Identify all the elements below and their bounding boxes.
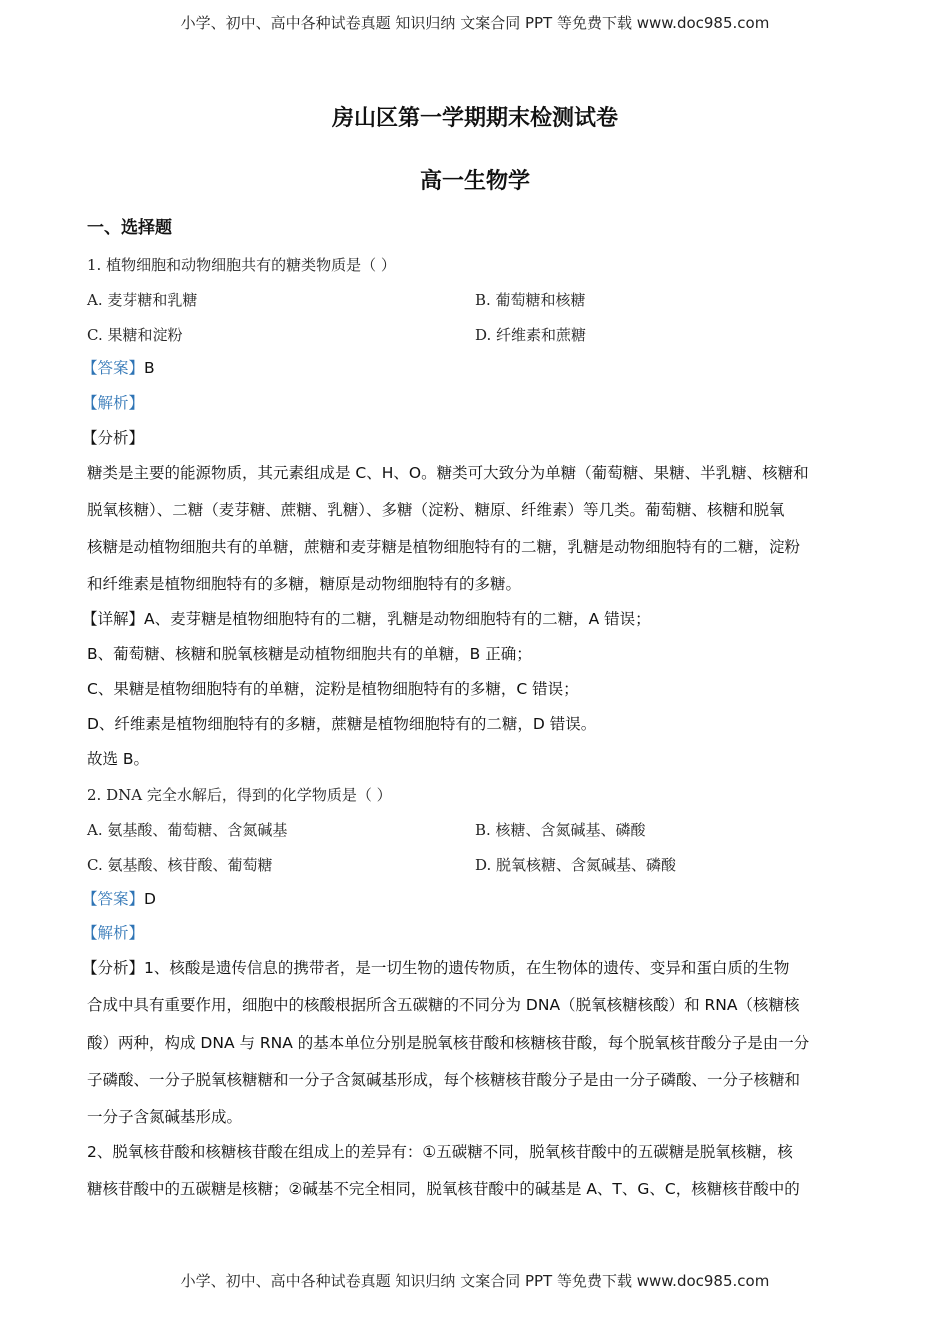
question-1-stem: 1. 植物细胞和动物细胞共有的糖类物质是（ ） [87, 256, 396, 274]
q1-option-a: A. 麦芽糖和乳糖 [87, 291, 198, 309]
q1-fenxi-line: 核糖是动植物细胞共有的单糖，蔗糖和麦芽糖是植物细胞特有的二糖，乳糖是动物细胞特有的二糖，淀粉 [87, 538, 801, 556]
answer-label: 【答案】 [82, 359, 145, 377]
q1-detail-line: D、纤维素是植物细胞特有的多糖，蔗糖是植物细胞特有的二糖，D 错误。 [87, 715, 597, 733]
answer-label: 【答案】 [82, 890, 145, 908]
q1-answer [82, 358, 155, 378]
q1-option-d: D. 纤维素和蔗糖 [475, 326, 587, 344]
q2-line: 合成中具有重要作用，细胞中的核酸根据所含五碳糖的不同分为 DNA（脱氧核糖核酸）和 RNA（核糖核 [87, 996, 800, 1014]
page-footer: 小学、初中、高中各种试卷真题 知识归纳 文案合同 PPT 等免费下载 www.doc985.com [180, 1272, 770, 1290]
q1-detail-line: B、葡萄糖、核糖和脱氧核糖是动植物细胞共有的单糖，B 正确； [87, 645, 532, 663]
q2-line: 2、脱氧核苷酸和核糖核苷酸在组成上的差异有：①五碳糖不同，脱氧核苷酸中的五碳糖是脱氧核糖，核 [87, 1143, 793, 1161]
page-subtitle: 高一生物学 [419, 169, 530, 194]
q1-fenxi-label: 【分析】 [82, 429, 145, 447]
q2-line: 一分子含氮碱基形成。 [87, 1108, 243, 1126]
q2-line: 子磷酸、一分子脱氧核糖糖和一分子含氮碱基形成，每个核糖核苷酸分子是由一分子磷酸、一分子核糖和 [87, 1071, 801, 1089]
q1-analysis-label: 【解析】 [82, 394, 145, 412]
q1-fenxi-line: 脱氧核糖）、二糖（麦芽糖、蔗糖、乳糖）、多糖（淀粉、糖原、纤维素）等几类。葡萄糖、核糖和脱氧 [87, 501, 785, 519]
page-title: 房山区第一学期期末检测试卷 [331, 106, 618, 131]
q2-line: 酸）两种，构成 DNA 与 RNA 的基本单位分别是脱氧核苷酸和核糖核苷酸，每个脱氧核苷酸分子是由一分 [87, 1034, 810, 1052]
q1-option-c: C. 果糖和淀粉 [87, 326, 183, 344]
q2-line: 【分析】1、核酸是遗传信息的携带者，是一切生物的遗传物质，在生物体的遗传、变异和蛋白质的生物 [82, 959, 790, 977]
q1-fenxi-line: 和纤维素是植物细胞特有的多糖，糖原是动物细胞特有的多糖。 [87, 575, 522, 593]
answer-value: D [144, 890, 156, 908]
q1-fenxi-line: 糖类是主要的能源物质，其元素组成是 C、H、O。糖类可大致分为单糖（葡萄糖、果糖、半乳糖、核糖和 [87, 464, 809, 482]
section-heading: 一、选择题 [87, 218, 172, 238]
q1-detail-line: 【详解】A、麦芽糖是植物细胞特有的二糖，乳糖是动物细胞特有的二糖，A 错误； [82, 610, 651, 628]
answer-value: B [144, 359, 155, 377]
q2-option-d: D. 脱氧核糖、含氮碱基、磷酸 [475, 856, 677, 874]
q2-option-b: B. 核糖、含氮碱基、磷酸 [475, 821, 646, 839]
q2-option-a: A. 氨基酸、葡萄糖、含氮碱基 [87, 821, 288, 839]
q2-option-c: C. 氨基酸、核苷酸、葡萄糖 [87, 856, 273, 874]
q2-line: 糖核苷酸中的五碳糖是核糖；②碱基不完全相同，脱氧核苷酸中的碱基是 A、T、G、C，核糖核苷酸中的 [87, 1180, 800, 1198]
q2-analysis-label: 【解析】 [82, 924, 145, 942]
q1-detail-line: 故选 B。 [87, 750, 150, 768]
page-header: 小学、初中、高中各种试卷真题 知识归纳 文案合同 PPT 等免费下载 www.doc985.com [180, 14, 770, 32]
question-2-stem: 2. DNA 完全水解后，得到的化学物质是（ ） [87, 786, 392, 804]
q2-answer [82, 889, 156, 909]
q1-detail-line: C、果糖是植物细胞特有的单糖，淀粉是植物细胞特有的多糖，C 错误； [87, 680, 579, 698]
q1-option-b: B. 葡萄糖和核糖 [475, 291, 586, 309]
